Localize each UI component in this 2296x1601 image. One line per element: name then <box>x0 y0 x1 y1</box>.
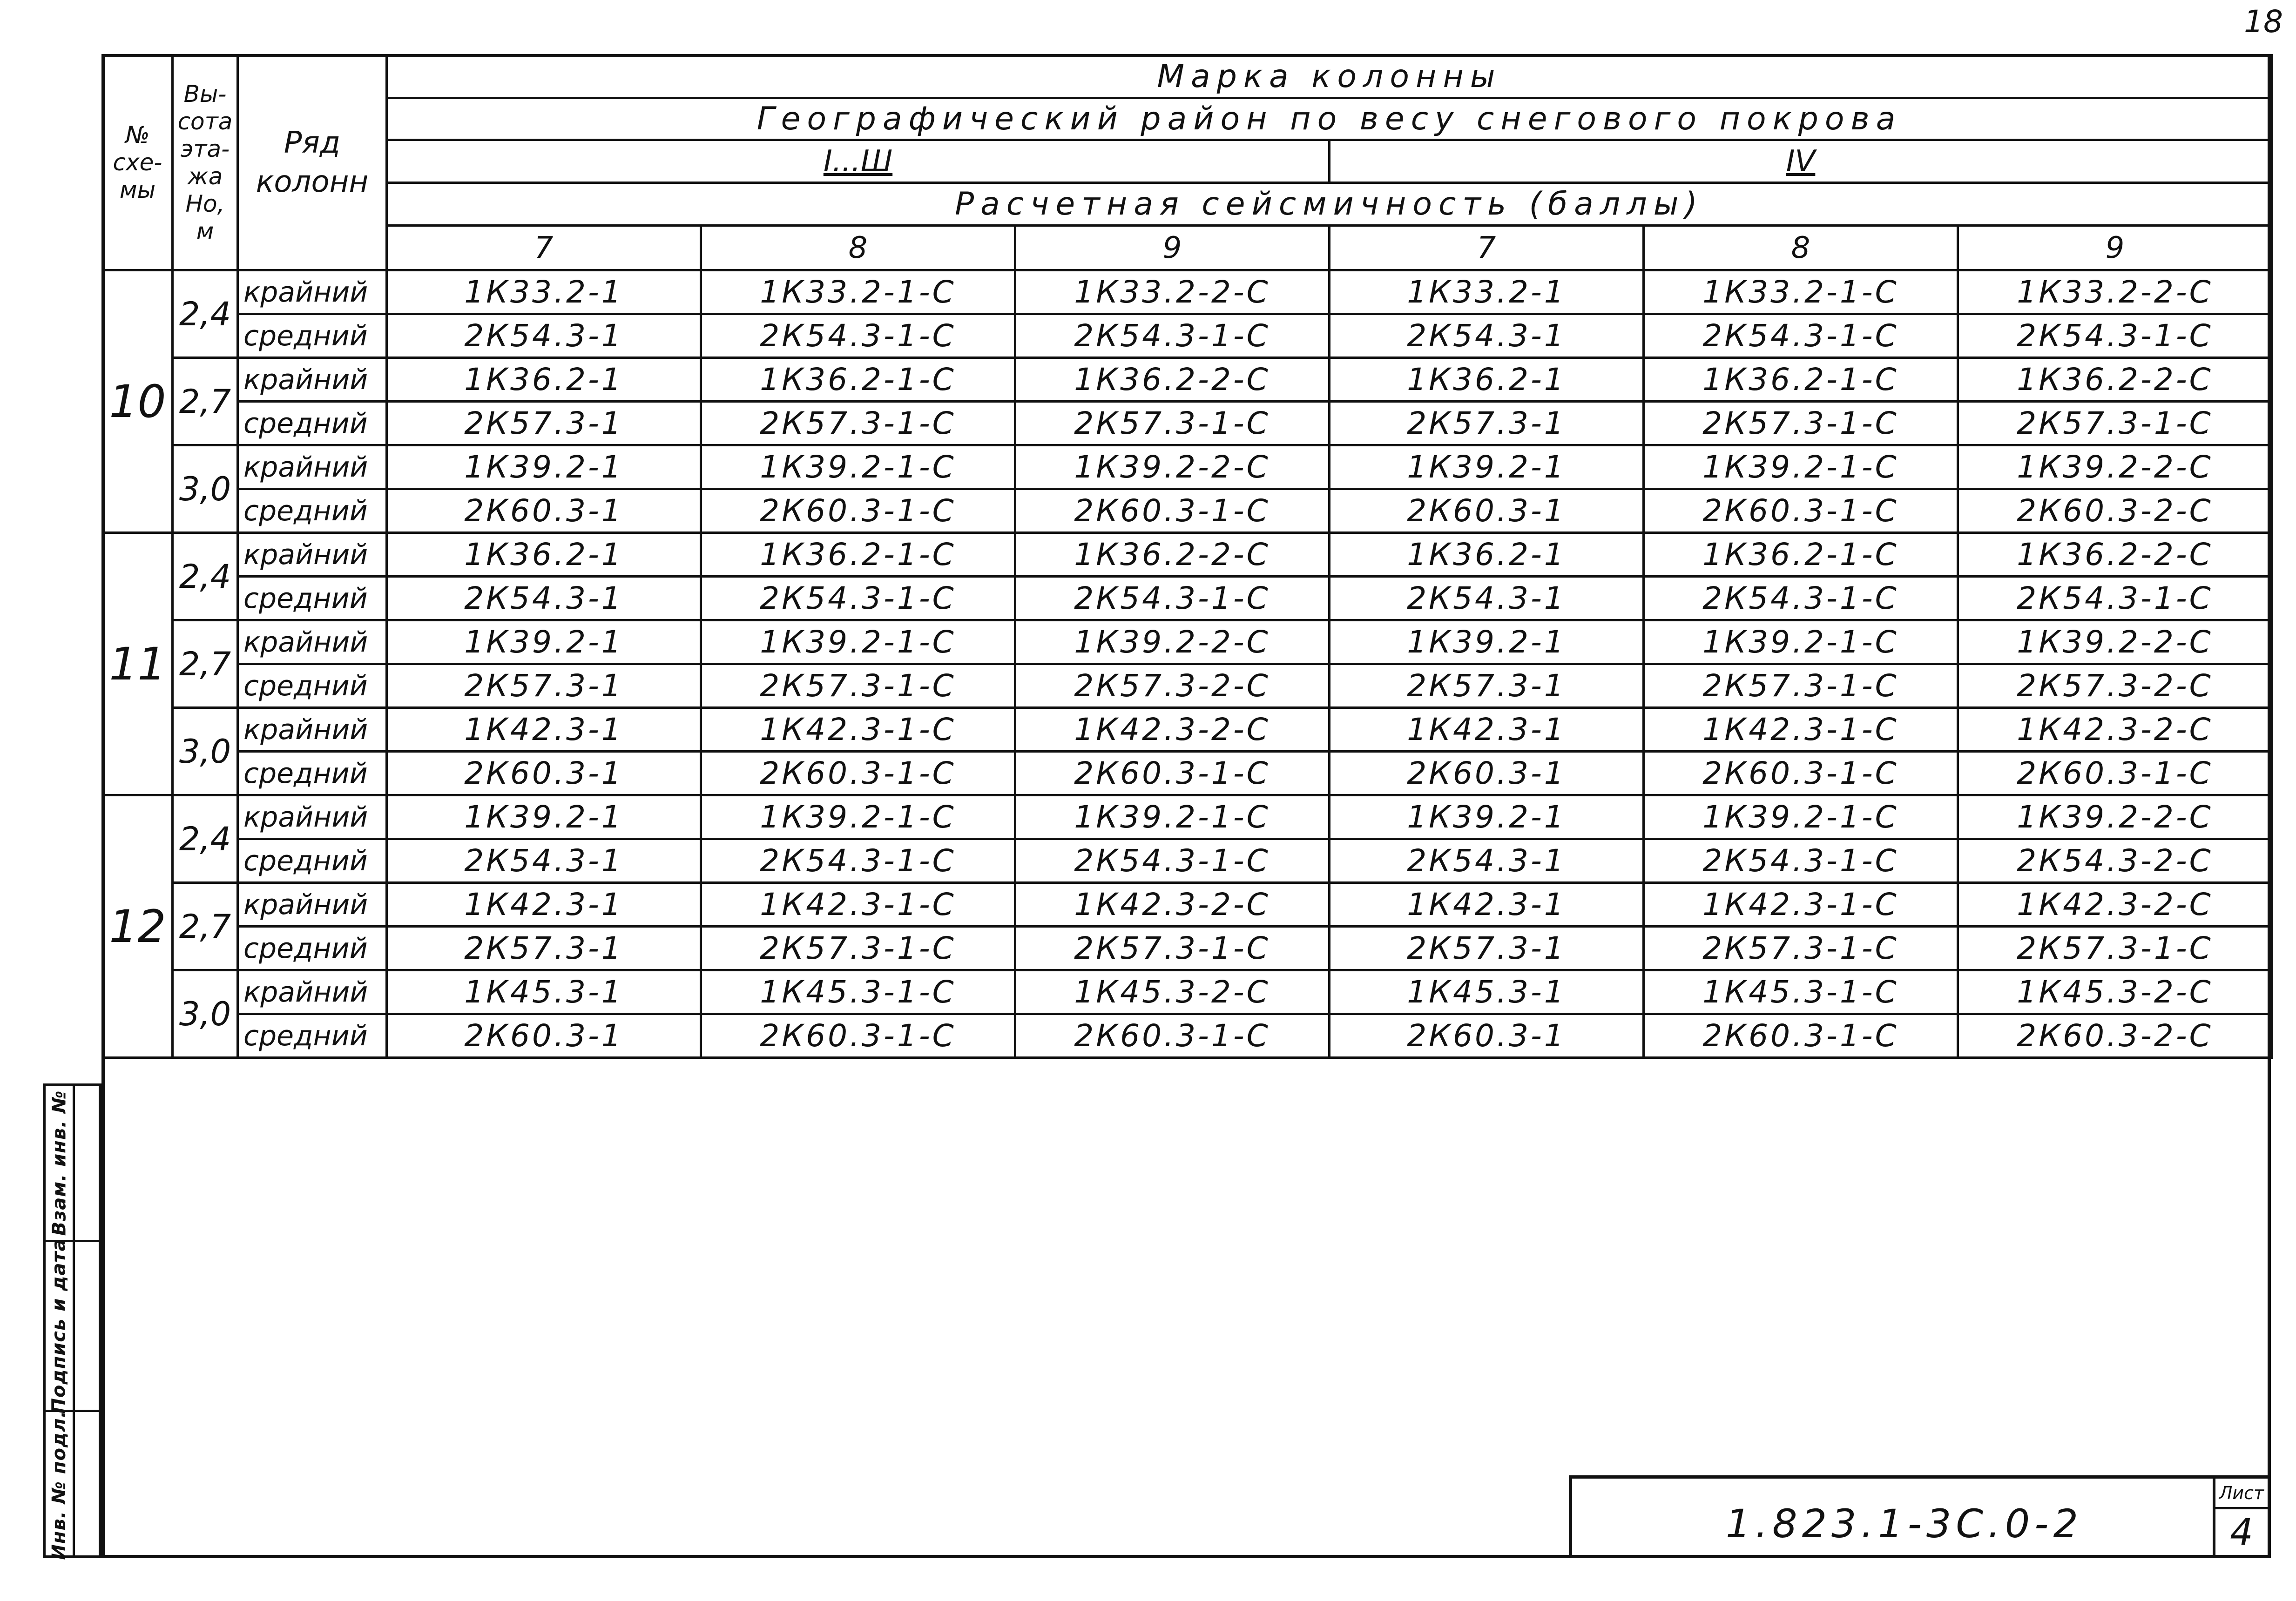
column-row-name: крайний <box>238 620 387 664</box>
column-mark-cell: 1К39.2-1 <box>387 620 701 664</box>
column-mark-cell: 2К54.3-1-С <box>1015 577 1330 620</box>
column-mark-cell: 1К36.2-1 <box>1330 533 1644 577</box>
column-row-name: средний <box>238 839 387 883</box>
column-mark-cell: 1К33.2-1-С <box>701 270 1015 314</box>
column-mark-cell: 1К45.3-1 <box>1330 970 1644 1014</box>
header-seismic-title: Расчетная сейсмичность (баллы) <box>387 183 2272 226</box>
column-mark-cell: 1К42.3-2-С <box>1015 883 1330 927</box>
column-mark-cell: 2К60.3-1-С <box>1644 752 1958 795</box>
column-mark-cell: 1К42.3-1-С <box>1644 883 1958 927</box>
column-mark-cell: 2К54.3-1-С <box>701 577 1015 620</box>
column-mark-cell: 1К36.2-1-С <box>1644 533 1958 577</box>
column-mark-cell: 2К57.3-1-С <box>701 402 1015 445</box>
column-mark-cell: 1К45.3-2-С <box>1015 970 1330 1014</box>
header-region-title: Географический район по весу снегового покрова <box>387 98 2272 140</box>
column-mark-cell: 2К54.3-1 <box>1330 839 1644 883</box>
column-mark-cell: 1К33.2-1 <box>387 270 701 314</box>
scheme-number: 10 <box>103 270 173 533</box>
table-row <box>103 445 2272 489</box>
column-mark-cell: 2К54.3-1 <box>387 314 701 358</box>
column-mark-cell: 1К42.3-1 <box>1330 708 1644 752</box>
stamp-signature-date: Подпись и дата <box>48 1238 70 1414</box>
column-mark-cell: 2К60.3-1-С <box>1644 489 1958 533</box>
column-mark-cell: 2К57.3-1-С <box>1958 402 2272 445</box>
column-mark-cell: 2К57.3-1-С <box>1958 927 2272 970</box>
header-seismic-4: 7 <box>1330 226 1644 270</box>
column-mark-cell: 2К60.3-1-С <box>701 1014 1015 1058</box>
table-row <box>103 577 2272 620</box>
column-row-name: крайний <box>238 883 387 927</box>
table-row <box>103 1014 2272 1058</box>
table-row <box>103 358 2272 402</box>
column-mark-cell: 1К39.2-1-С <box>1644 445 1958 489</box>
column-mark-cell: 2К57.3-1 <box>1330 927 1644 970</box>
column-mark-cell: 1К39.2-1 <box>387 445 701 489</box>
column-mark-cell: 2К57.3-2-С <box>1958 664 2272 708</box>
column-mark-cell: 1К39.2-1 <box>1330 445 1644 489</box>
column-mark-cell: 1К33.2-1-С <box>1644 270 1958 314</box>
table-row <box>103 927 2272 970</box>
header-floor-height: Вы-сота эта-жа Но, м <box>173 55 238 270</box>
column-mark-cell: 1К36.2-1-С <box>1644 358 1958 402</box>
floor-height: 2,4 <box>173 270 238 358</box>
column-mark-cell: 1К42.3-2-С <box>1015 708 1330 752</box>
sheet-number: 4 <box>2230 1512 2253 1554</box>
column-mark-cell: 1К39.2-2-С <box>1958 445 2272 489</box>
column-mark-cell: 1К42.3-1-С <box>701 883 1015 927</box>
column-row-name: средний <box>238 664 387 708</box>
column-mark-cell: 2К54.3-1 <box>1330 314 1644 358</box>
column-mark-cell: 1К42.3-1-С <box>701 708 1015 752</box>
table-row <box>103 620 2272 664</box>
column-row-name: средний <box>238 927 387 970</box>
table-row <box>103 664 2272 708</box>
column-marks-table <box>101 54 2273 1059</box>
sheet-box <box>2213 1479 2268 1555</box>
column-row-name: крайний <box>238 445 387 489</box>
column-mark-cell: 2К54.3-1-С <box>1644 314 1958 358</box>
table-row <box>103 708 2272 752</box>
column-row-name: средний <box>238 577 387 620</box>
column-row-name: крайний <box>238 708 387 752</box>
column-mark-cell: 1К39.2-2-С <box>1015 620 1330 664</box>
column-mark-cell: 2К54.3-1-С <box>1015 839 1330 883</box>
column-mark-cell: 1К36.2-2-С <box>1015 358 1330 402</box>
table-row <box>103 839 2272 883</box>
column-mark-cell: 2К60.3-1-С <box>701 489 1015 533</box>
column-mark-cell: 1К33.2-2-С <box>1958 270 2272 314</box>
header-seismic-5: 8 <box>1644 226 1958 270</box>
header-region-1-3: I...Ш <box>387 140 1330 183</box>
column-mark-cell: 2К54.3-1-С <box>1015 314 1330 358</box>
column-mark-cell: 2К54.3-1-С <box>1644 839 1958 883</box>
column-mark-cell: 1К39.2-1 <box>1330 620 1644 664</box>
column-mark-cell: 1К45.3-2-С <box>1958 970 2272 1014</box>
header-seismic-3: 9 <box>1015 226 1330 270</box>
sheet-label: Лист <box>2215 1479 2268 1509</box>
column-mark-cell: 2К60.3-1-С <box>1015 752 1330 795</box>
floor-height: 2,7 <box>173 883 238 970</box>
column-mark-cell: 2К54.3-2-С <box>1958 839 2272 883</box>
column-mark-cell: 2К60.3-2-С <box>1958 1014 2272 1058</box>
floor-height: 3,0 <box>173 970 238 1058</box>
column-mark-cell: 1К42.3-2-С <box>1958 708 2272 752</box>
column-row-name: средний <box>238 314 387 358</box>
column-mark-cell: 2К54.3-1-С <box>1644 577 1958 620</box>
table-row <box>103 795 2272 839</box>
column-mark-cell: 2К57.3-2-С <box>1015 664 1330 708</box>
column-mark-cell: 2К60.3-1 <box>387 752 701 795</box>
column-mark-cell: 1К36.2-1-С <box>701 358 1015 402</box>
column-mark-cell: 2К60.3-1 <box>387 1014 701 1058</box>
table-row <box>103 489 2272 533</box>
column-mark-cell: 1К36.2-1 <box>387 358 701 402</box>
column-row-name: средний <box>238 402 387 445</box>
header-region-4: IV <box>1330 140 2272 183</box>
column-mark-cell: 1К39.2-2-С <box>1958 795 2272 839</box>
document-code: 1.823.1-3С.0-2 <box>1726 1501 2083 1547</box>
column-mark-cell: 2К57.3-1-С <box>1644 927 1958 970</box>
floor-height: 2,7 <box>173 620 238 708</box>
column-mark-cell: 2К60.3-1-С <box>1015 1014 1330 1058</box>
column-mark-cell: 2К57.3-1-С <box>701 664 1015 708</box>
stamp-inv-original: Инв. № подл. <box>48 1410 70 1560</box>
column-mark-cell: 2К57.3-1-С <box>1015 402 1330 445</box>
header-mark-title: Марка колонны <box>387 55 2272 98</box>
column-mark-cell: 1К45.3-1-С <box>701 970 1015 1014</box>
column-mark-cell: 2К54.3-1-С <box>701 314 1015 358</box>
column-mark-cell: 1К39.2-2-С <box>1015 445 1330 489</box>
column-row-name: крайний <box>238 970 387 1014</box>
floor-height: 2,4 <box>173 795 238 883</box>
table-row <box>103 402 2272 445</box>
column-mark-cell: 1К39.2-1-С <box>1644 620 1958 664</box>
column-mark-cell: 2К57.3-1 <box>387 402 701 445</box>
column-mark-cell: 1К36.2-1 <box>387 533 701 577</box>
column-mark-cell: 2К57.3-1-С <box>701 927 1015 970</box>
column-mark-cell: 1К39.2-1-С <box>701 795 1015 839</box>
column-mark-cell: 1К33.2-1 <box>1330 270 1644 314</box>
column-row-name: средний <box>238 489 387 533</box>
column-mark-cell: 2К60.3-1-С <box>1644 1014 1958 1058</box>
table-row <box>103 752 2272 795</box>
table-row <box>103 314 2272 358</box>
column-row-name: крайний <box>238 358 387 402</box>
column-mark-cell: 1К36.2-2-С <box>1958 533 2272 577</box>
table-row <box>103 970 2272 1014</box>
column-mark-cell: 1К39.2-1-С <box>1644 795 1958 839</box>
column-row-name: средний <box>238 1014 387 1058</box>
column-mark-cell: 2К60.3-1 <box>1330 489 1644 533</box>
header-seismic-1: 7 <box>387 226 701 270</box>
table-row <box>103 883 2272 927</box>
floor-height: 3,0 <box>173 708 238 795</box>
table-row <box>103 270 2272 314</box>
column-mark-cell: 1К39.2-1-С <box>701 620 1015 664</box>
header-scheme-no: № схе-мы <box>103 55 173 270</box>
column-mark-cell: 1К42.3-1 <box>1330 883 1644 927</box>
approval-stamp <box>43 1083 101 1558</box>
column-mark-cell: 2К54.3-1 <box>1330 577 1644 620</box>
column-mark-cell: 2К57.3-1 <box>387 664 701 708</box>
column-mark-cell: 2К57.3-1-С <box>1644 664 1958 708</box>
column-mark-cell: 1К39.2-1-С <box>701 445 1015 489</box>
column-mark-cell: 2К57.3-1 <box>1330 402 1644 445</box>
column-mark-cell: 1К36.2-1 <box>1330 358 1644 402</box>
column-row-name: крайний <box>238 533 387 577</box>
column-mark-cell: 1К33.2-2-С <box>1015 270 1330 314</box>
floor-height: 2,7 <box>173 358 238 445</box>
column-mark-cell: 2К57.3-1 <box>387 927 701 970</box>
column-mark-cell: 1К39.2-1 <box>1330 795 1644 839</box>
column-mark-cell: 2К57.3-1 <box>1330 664 1644 708</box>
column-mark-cell: 2К54.3-1 <box>387 839 701 883</box>
column-mark-cell: 1К42.3-2-С <box>1958 883 2272 927</box>
column-mark-cell: 1К39.2-1-С <box>1015 795 1330 839</box>
column-mark-cell: 2К60.3-1-С <box>1958 752 2272 795</box>
header-column-row: Ряд колонн <box>238 55 387 270</box>
column-mark-cell: 2К60.3-2-С <box>1958 489 2272 533</box>
column-mark-cell: 1К36.2-2-С <box>1958 358 2272 402</box>
column-mark-cell: 2К60.3-1 <box>1330 752 1644 795</box>
column-mark-cell: 1К42.3-1 <box>387 708 701 752</box>
column-mark-cell: 1К45.3-1-С <box>1644 970 1958 1014</box>
column-row-name: крайний <box>238 795 387 839</box>
scheme-number: 12 <box>103 795 173 1058</box>
column-mark-cell: 1К39.2-1 <box>387 795 701 839</box>
stamp-vzam-inv: Взам. инв. № <box>48 1090 70 1236</box>
column-mark-cell: 1К36.2-2-С <box>1015 533 1330 577</box>
column-row-name: средний <box>238 752 387 795</box>
column-mark-cell: 1К45.3-1 <box>387 970 701 1014</box>
floor-height: 2,4 <box>173 533 238 620</box>
header-seismic-2: 8 <box>701 226 1015 270</box>
title-block <box>1569 1475 2271 1558</box>
column-row-name: крайний <box>238 270 387 314</box>
column-mark-cell: 2К54.3-1-С <box>701 839 1015 883</box>
scheme-number: 11 <box>103 533 173 795</box>
column-mark-cell: 2К54.3-1 <box>387 577 701 620</box>
column-mark-cell: 1К36.2-1-С <box>701 533 1015 577</box>
column-mark-cell: 2К60.3-1 <box>1330 1014 1644 1058</box>
column-mark-cell: 2К57.3-1-С <box>1015 927 1330 970</box>
column-mark-cell: 1К42.3-1 <box>387 883 701 927</box>
floor-height: 3,0 <box>173 445 238 533</box>
header-seismic-6: 9 <box>1958 226 2272 270</box>
column-mark-cell: 2К60.3-1-С <box>701 752 1015 795</box>
page-number: 18 <box>2244 4 2283 40</box>
column-mark-cell: 2К54.3-1-С <box>1958 577 2272 620</box>
column-mark-cell: 2К60.3-1-С <box>1015 489 1330 533</box>
column-mark-cell: 2К57.3-1-С <box>1644 402 1958 445</box>
column-mark-cell: 1К42.3-1-С <box>1644 708 1958 752</box>
table-row <box>103 533 2272 577</box>
column-mark-cell: 2К54.3-1-С <box>1958 314 2272 358</box>
column-mark-cell: 1К39.2-2-С <box>1958 620 2272 664</box>
column-mark-cell: 2К60.3-1 <box>387 489 701 533</box>
